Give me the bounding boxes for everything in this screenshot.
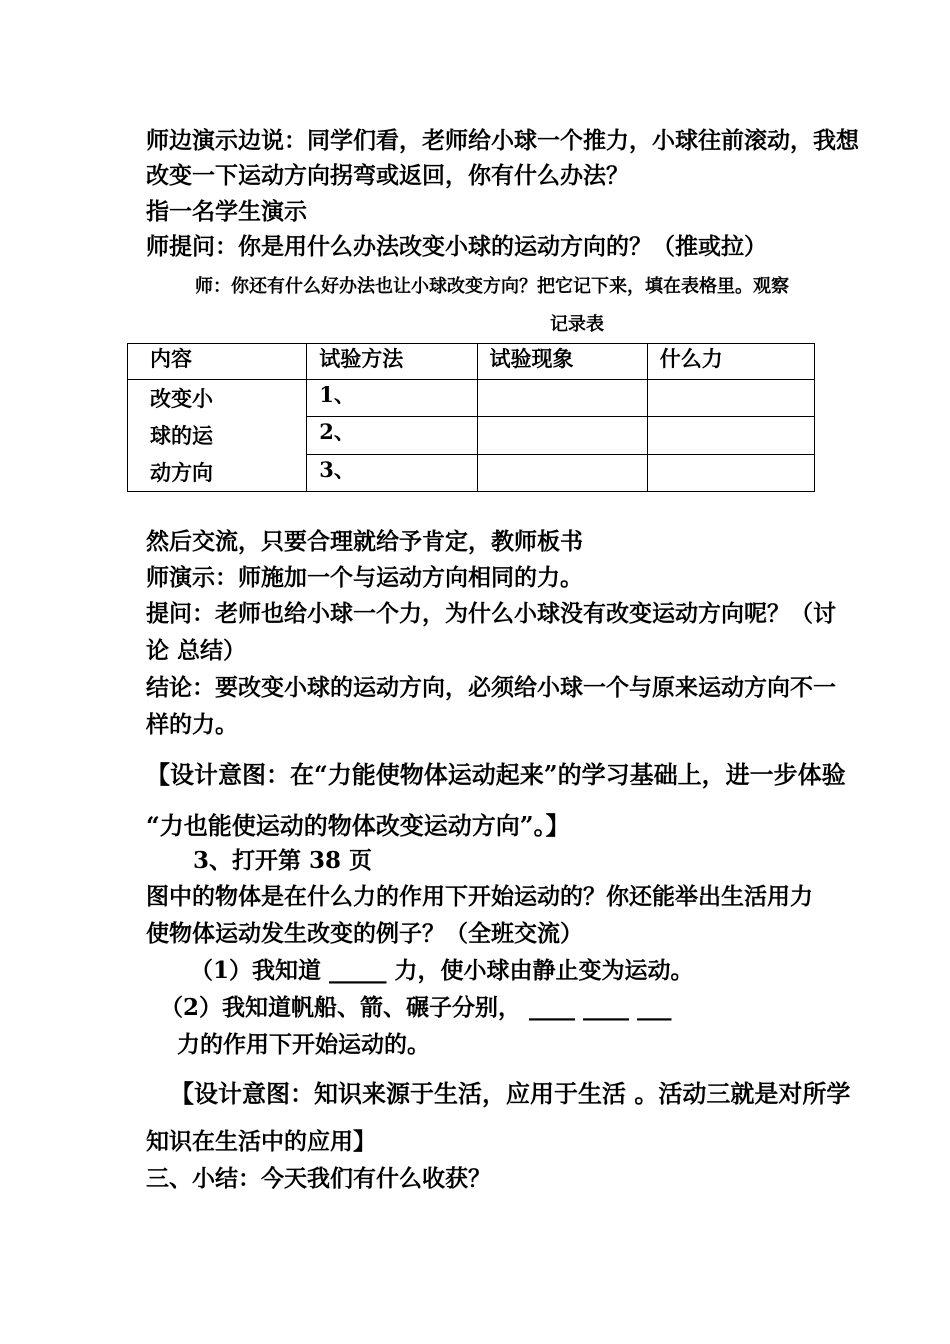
blank-item-2: （2）我知道帆船、箭、碾子分别， ____ ____ ___: [160, 994, 672, 1021]
table-row: [128, 380, 815, 417]
line-4: 师提问：你是用什么办法改变小球的运动方向的？（推或拉）: [146, 233, 767, 260]
method-cell: 1、: [307, 380, 477, 417]
line-3: 指一名学生演示: [146, 198, 307, 225]
phenomenon-cell: [477, 454, 647, 491]
header-cell: 什么力: [647, 344, 814, 380]
force-cell: [647, 454, 814, 491]
design-intent-2-cont: 知识在生活中的应用】: [146, 1128, 376, 1155]
line-5: 师：你还有什么好办法也让小球改变方向？把它记下来，填在表格里。观察: [195, 276, 789, 297]
section-3-heading: 3、打开第 38 页: [193, 847, 373, 874]
line-9: 提问：老师也给小球一个力，为什么小球没有改变运动方向呢？（讨: [146, 600, 836, 627]
line-7: 然后交流，只要合理就给予肯定，教师板书: [146, 528, 583, 555]
line-8: 师演示：师施加一个与运动方向相同的力。: [146, 564, 583, 591]
header-cell: 内容: [128, 344, 307, 380]
method-cell: 2、: [307, 417, 477, 454]
header-cell: 试验方法: [307, 344, 477, 380]
force-cell: [647, 417, 814, 454]
line-12: 样的力。: [146, 711, 238, 738]
record-table: [127, 343, 815, 492]
design-intent-1-cont: “力也能使运动的物体改变运动方向”。】: [146, 811, 570, 840]
phenomenon-cell: [477, 417, 647, 454]
line-11: 结论：要改变小球的运动方向，必须给小球一个与原来运动方向不一: [146, 674, 836, 701]
table-caption: 记录表: [550, 314, 604, 335]
line-17: 使物体运动发生改变的例子？（全班交流）: [146, 920, 583, 947]
side-label-line: 球的运: [150, 423, 213, 448]
blank-item-1: （1）我知道 _____ 力，使小球由静止变为运动。: [190, 957, 694, 984]
header-cell: 试验现象: [477, 344, 647, 380]
phenomenon-cell: [477, 380, 647, 417]
method-cell: 3、: [307, 454, 477, 491]
line-1: 师边演示边说：同学们看，老师给小球一个推力，小球往前滚动，我想: [146, 127, 859, 154]
design-intent-1: 【设计意图：在“力能使物体运动起来”的学习基础上，进一步体验: [146, 760, 846, 789]
design-intent-2: 【设计意图：知识来源于生活，应用于生活 。活动三就是对所学: [170, 1079, 851, 1108]
table-header-row: [128, 344, 815, 380]
side-label-line: 改变小: [150, 386, 213, 411]
summary-heading: 三、小结：今天我们有什么收获？: [146, 1165, 491, 1192]
side-label-line: 动方向: [150, 460, 213, 485]
line-16: 图中的物体是在什么力的作用下开始运动的？你还能举出生活用力: [146, 883, 813, 910]
blank-item-2-cont: 力的作用下开始运动的。: [177, 1031, 430, 1058]
line-2: 改变一下运动方向拐弯或返回，你有什么办法？: [146, 162, 629, 189]
line-10: 论 总结）: [146, 637, 247, 664]
force-cell: [647, 380, 814, 417]
side-label-cell: [128, 380, 307, 492]
